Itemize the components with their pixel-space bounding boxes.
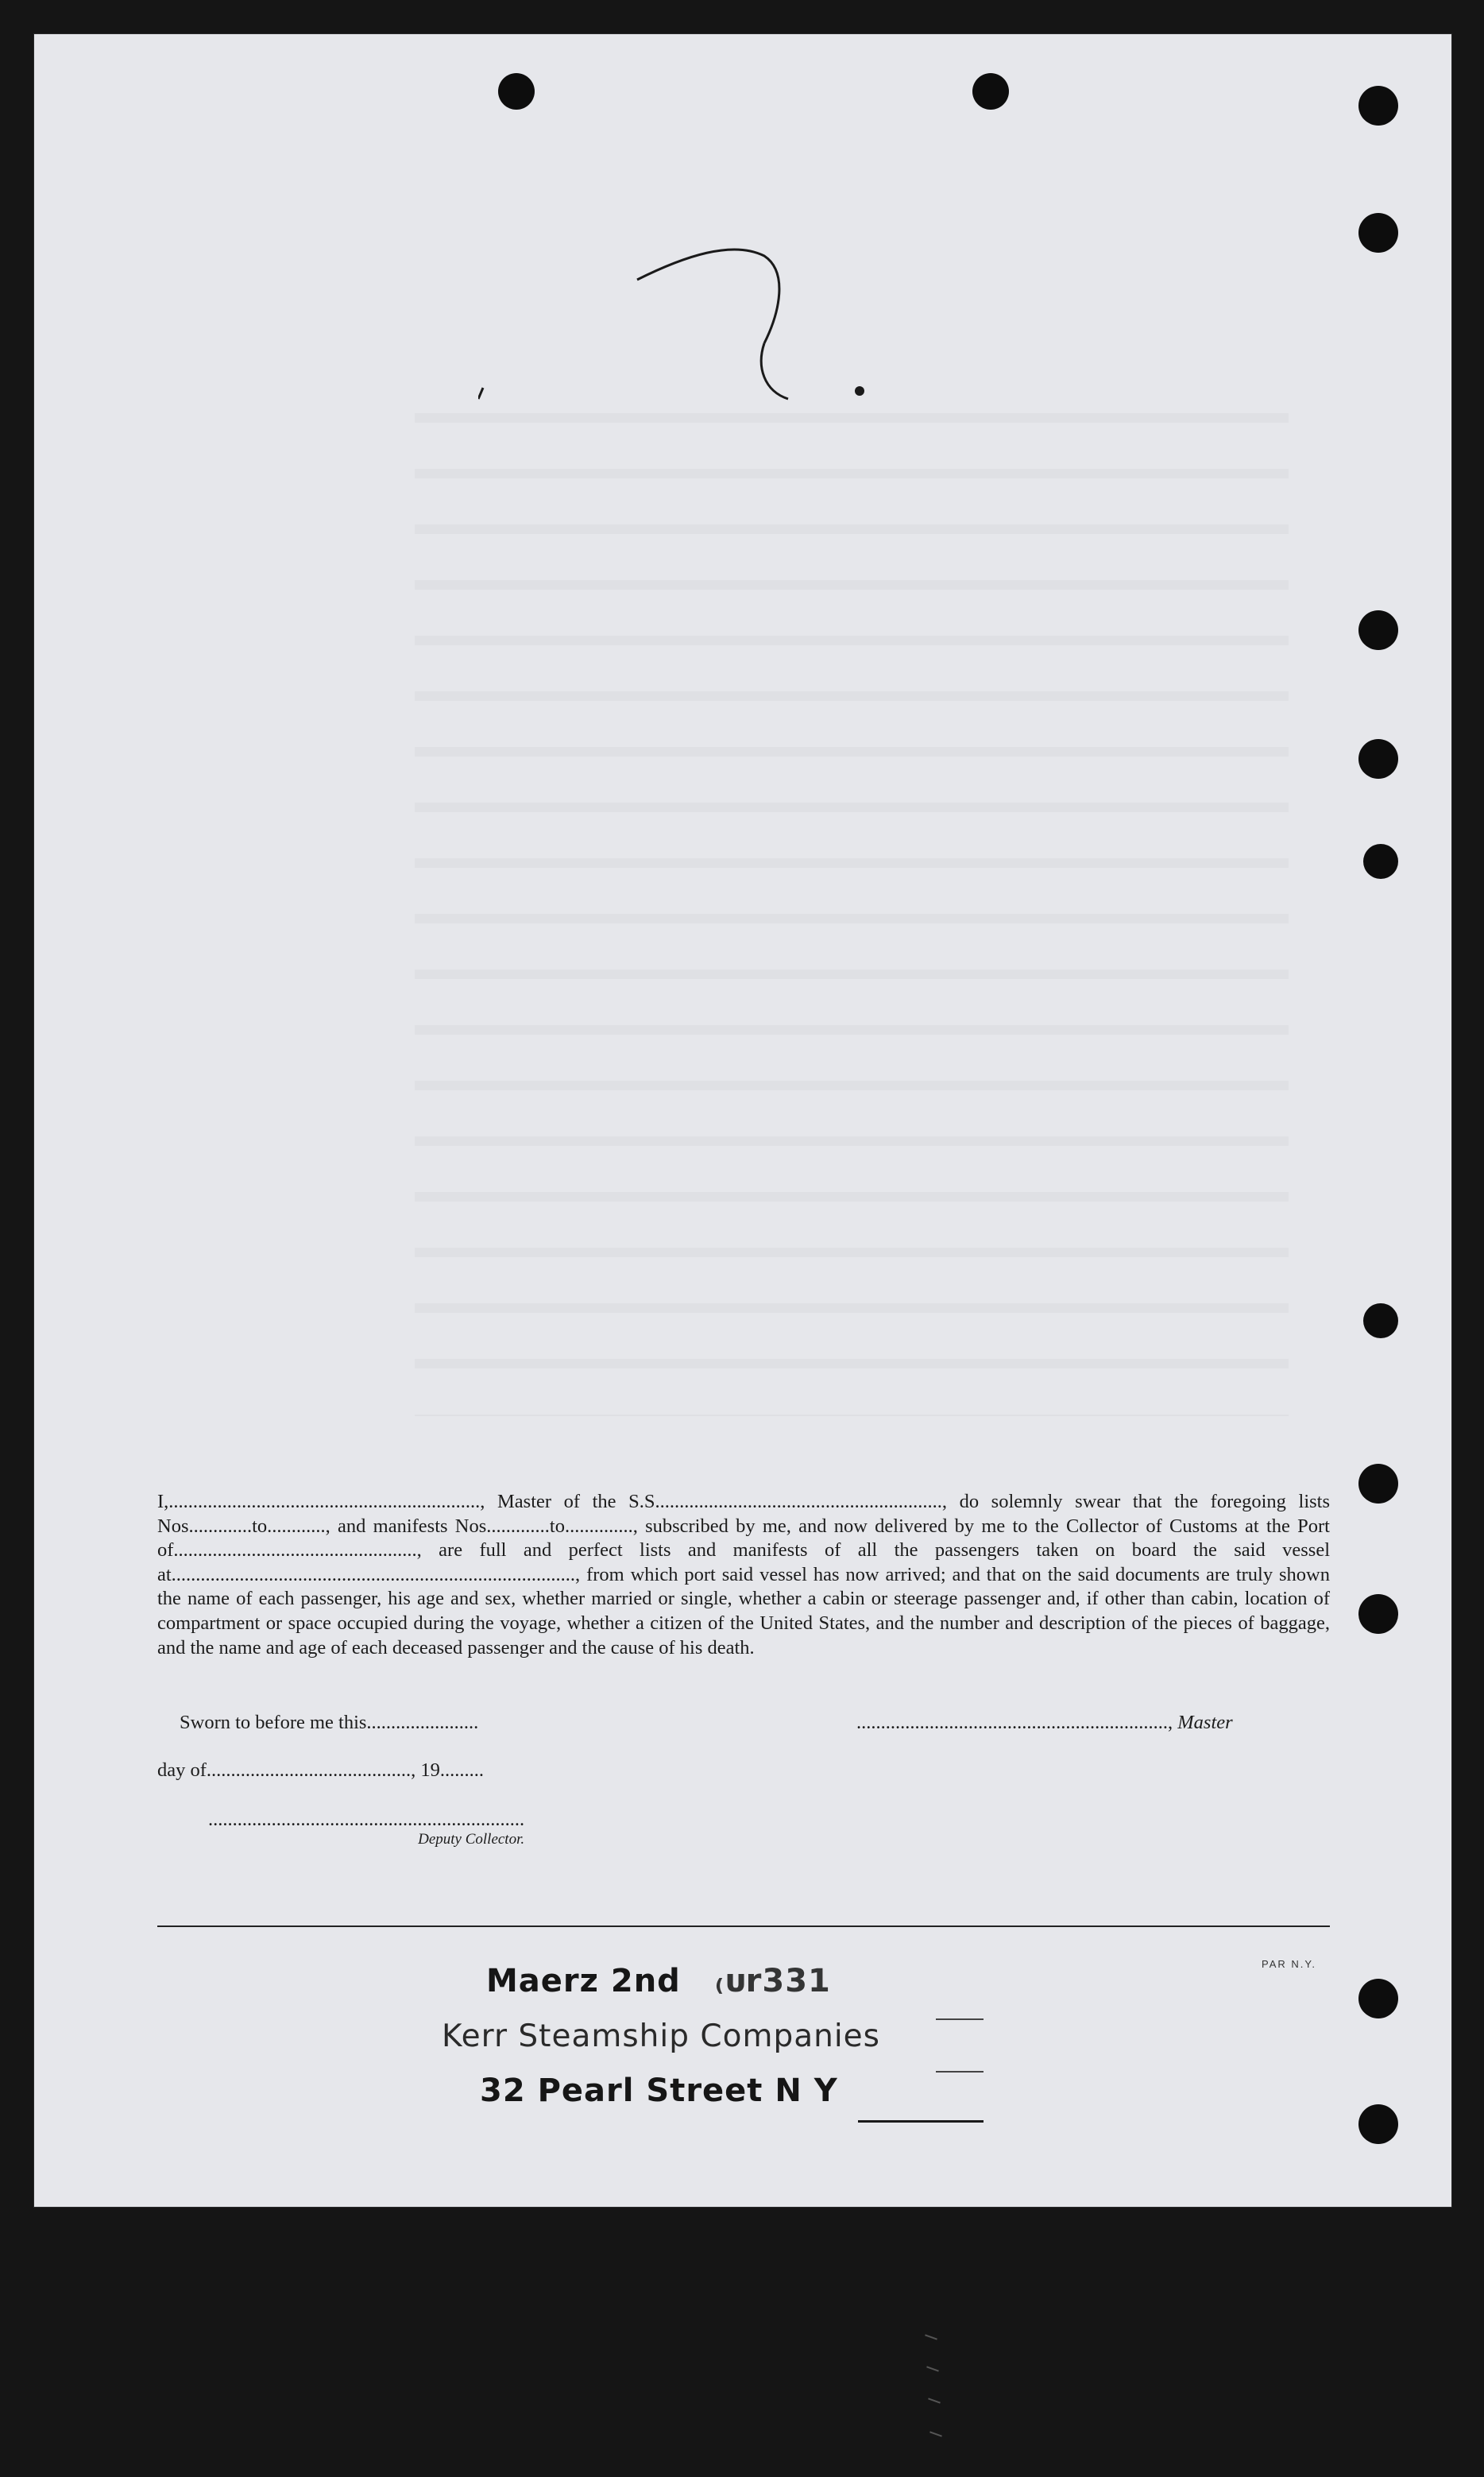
bleed-through-block [415, 367, 1289, 1416]
punch-hole [498, 73, 535, 110]
punch-hole [1358, 213, 1398, 253]
punch-hole [972, 73, 1009, 110]
film-edge-mark [925, 2334, 937, 2340]
stamp-underline [858, 2120, 984, 2123]
stamp-dash [936, 2018, 984, 2020]
deputy-dots: ................................................................. [208, 1809, 525, 1830]
punch-hole [1363, 1303, 1398, 1338]
punch-hole [1358, 739, 1398, 779]
master-dots: ................................................................, [856, 1712, 1173, 1733]
punch-hole [1358, 86, 1398, 126]
stamp-smudge: ₍ᴜr331 [714, 1963, 831, 1999]
sworn-before-line [180, 1712, 478, 1734]
punch-hole [1358, 2104, 1398, 2144]
oath-paragraph: I,................................................................, Master of the S.S..........................................................., do solemnly swear that the foregoing lists Nos.............to............, and manifests Nos.............to.............., subscribed by me, and now delivered by me to the Collector of Customs at the Port of.................................................., are full and perfect lists and manifests of all the passengers taken on board the said vessel at..................................................................................., from which port said vessel has now arrived; and that on the said documents are truly shown the name of each passenger, his age and sex, whether married or single, whether a cabin or steerage passenger and, if other than cabin, location of compartment or space occupied during the voyage, whether a citizen of the United States, and the number and description of the pieces of baggage, and the name and age of each deceased passenger and the cause of his death. [157, 1491, 1330, 1658]
film-edge-mark [926, 2366, 939, 2371]
deputy-label: Deputy Collector. [418, 1831, 525, 1848]
punch-hole [1358, 1464, 1398, 1504]
manifest-sheet [33, 33, 1452, 2208]
stamp-line-1: Maerz 2nd ₍ᴜr331 [486, 1963, 831, 1999]
day-line [157, 1759, 484, 1782]
sworn-text: Sworn to before me this....................... [180, 1712, 479, 1733]
stamp-line-3: 32 Pearl Street N Y [480, 2073, 838, 2109]
master-oath [157, 1490, 1330, 1660]
film-edge-mark [929, 2431, 942, 2436]
film-edge-mark [928, 2398, 941, 2403]
punch-hole [1363, 844, 1398, 879]
printer-mark: PAR N.Y. [1262, 1958, 1316, 1970]
stamp-dash [936, 2071, 984, 2073]
punch-hole [1358, 610, 1398, 650]
punch-hole [1358, 1979, 1398, 2018]
day-text: day of.........................................., 19......... [157, 1759, 485, 1781]
punch-hole [1358, 1594, 1398, 1634]
divider-rule [157, 1925, 1330, 1927]
master-label: Master [1177, 1712, 1233, 1733]
stamp-line-2: Kerr Steamship Companies [442, 2018, 880, 2054]
deputy-signature-line [208, 1809, 524, 1848]
ink-scribble [478, 208, 923, 447]
master-signature-line [856, 1712, 1233, 1734]
